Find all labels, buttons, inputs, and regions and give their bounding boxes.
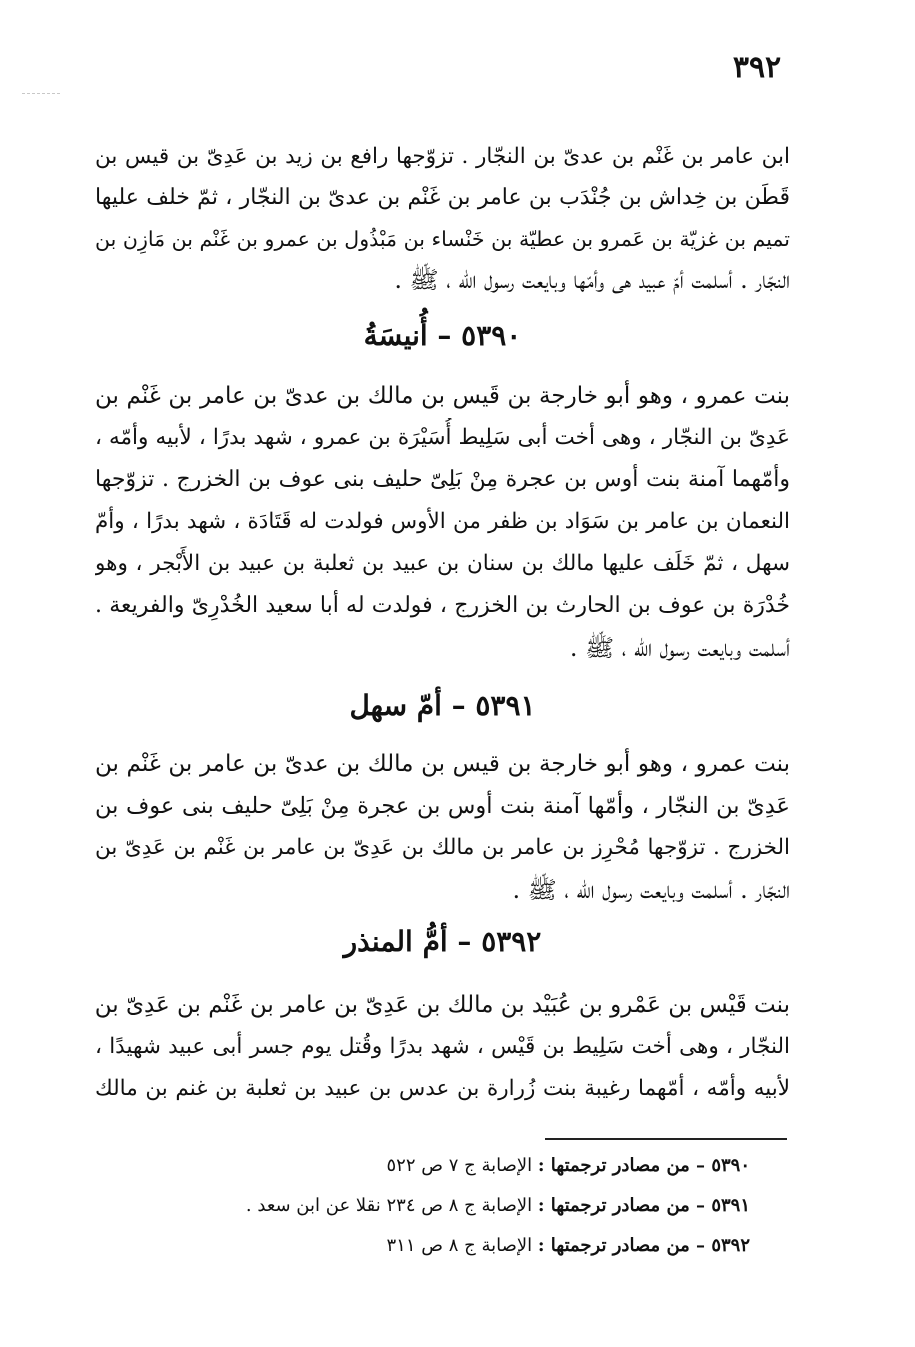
footnote — [140, 1152, 750, 1180]
footnote-text: الإصابة ج ٨ ص ٢٣٤ نقلا عن ابن سعد . — [245, 1195, 538, 1216]
body-line: النجّار . أسلمت وبايعت رسول الله ، ﷺ . — [512, 876, 790, 904]
body-line: النعمان بن عامر بن سَوَاد بن ظفر من الأوس فولدت له قَتَادَة ، شهد بدرًا ، وأمّ — [95, 509, 790, 534]
body-line: أسلمت وبايعت رسول الله ، ﷺ . — [569, 634, 790, 662]
entry-heading: ٥٣٩٢ – أمُّ المنذر — [343, 925, 542, 958]
body-line: عَدِىّ بن النجّار ، وأمّها آمنة بنت أوس بن عجرة مِنْ بَلِىّ حليف بنى عوف بن — [95, 793, 790, 819]
footnote-label: ٥٣٩١ – من مصادر ترجمتها : — [537, 1195, 750, 1216]
body-line: خُدْرَة بن عوف بن الحارث بن الخزرج ، فولدت له أبا سعيد الخُدْرِىّ والفريعة . — [95, 593, 790, 618]
body-line: وأمّهما آمنة بنت أوس بن عجرة مِنْ بَلِىّ حليف بنى عوف بن الخزرج . تزوّجها — [95, 467, 790, 492]
body-line: تميم بن غزيّة بن عَمرو بن عطيّة بن خَنْساء بن مَبْذُول بن عمرو بن غَنْم بن مَازِن بن — [95, 227, 790, 251]
body-line: قَطَن بن خِداش بن جُنْدَب بن عامر بن غَنْم بن عدىّ بن النجّار ، ثمّ خلف عليها — [95, 185, 790, 210]
footnote-separator — [545, 1138, 787, 1140]
body-line: النجّار ، وهى أخت سَلِيط بن قَيْس ، شهد بدرًا وقُتل يوم جسر أبى عبيد شهيدًا ، — [95, 1034, 790, 1059]
footnote — [140, 1232, 750, 1260]
body-line: بنت قَيْس بن عَمْرو بن عُبَيْد بن مالك بن عَدِىّ بن عامر بن غَنْم بن عَدِىّ بن — [95, 992, 790, 1018]
footnote — [140, 1192, 750, 1220]
entry-heading: ٥٣٩١ – أمّ سهل — [349, 689, 536, 722]
body-line: عَدِىّ بن النجّار ، وهى أخت أبى سَلِيط أُسَيْرَة بن عمرو ، شهد بدرًا ، لأبيه وأمّه ، — [95, 425, 790, 450]
scan-artifact — [22, 93, 60, 94]
body-line: بنت عمرو ، وهو أبو خارجة بن قَيس بن مالك بن عدىّ بن عامر بن غَنْم بن — [95, 383, 790, 409]
body-line: الخزرج . تزوّجها مُحْرِز بن عامر بن مالك بن عَدِىّ بن عامر بن غَنْم بن عَدِىّ بن — [95, 835, 790, 860]
body-line: سهل ، ثمّ خَلَف عليها مالك بن سنان بن عبيد بن ثعلبة بن عبيد بن الأَبْجر ، وهو — [95, 551, 790, 576]
entry-heading: ٥٣٩٠ – أُنيسَةُ — [363, 319, 522, 352]
footnote-text: الإصابة ج ٧ ص ٥٢٢ — [386, 1155, 538, 1176]
body-line: النجّار . أسلمت أمّ عبيد هى وأمّها وبايعت رسول الله ، ﷺ . — [394, 266, 790, 294]
body-line: لأبيه وأمّه ، أمّهما رغيبة بنت زُرارة بن عدس بن عبيد بن ثعلبة بن غنم بن مالك — [95, 1076, 790, 1101]
footnote-text: الإصابة ج ٨ ص ٣١١ — [386, 1235, 538, 1256]
footnote-label: ٥٣٩٠ – من مصادر ترجمتها : — [537, 1155, 750, 1176]
footnote-label: ٥٣٩٢ – من مصادر ترجمتها : — [537, 1235, 750, 1256]
body-line: بنت عمرو ، وهو أبو خارجة بن قيس بن مالك بن عدىّ بن عامر بن غَنْم بن — [95, 751, 790, 777]
page-number: ٣٩٢ — [732, 50, 782, 85]
body-line: ابن عامر بن غَنْم بن عدىّ بن النجّار . تزوّجها رافع بن زيد بن عَدِىّ بن قيس بن — [95, 144, 790, 169]
